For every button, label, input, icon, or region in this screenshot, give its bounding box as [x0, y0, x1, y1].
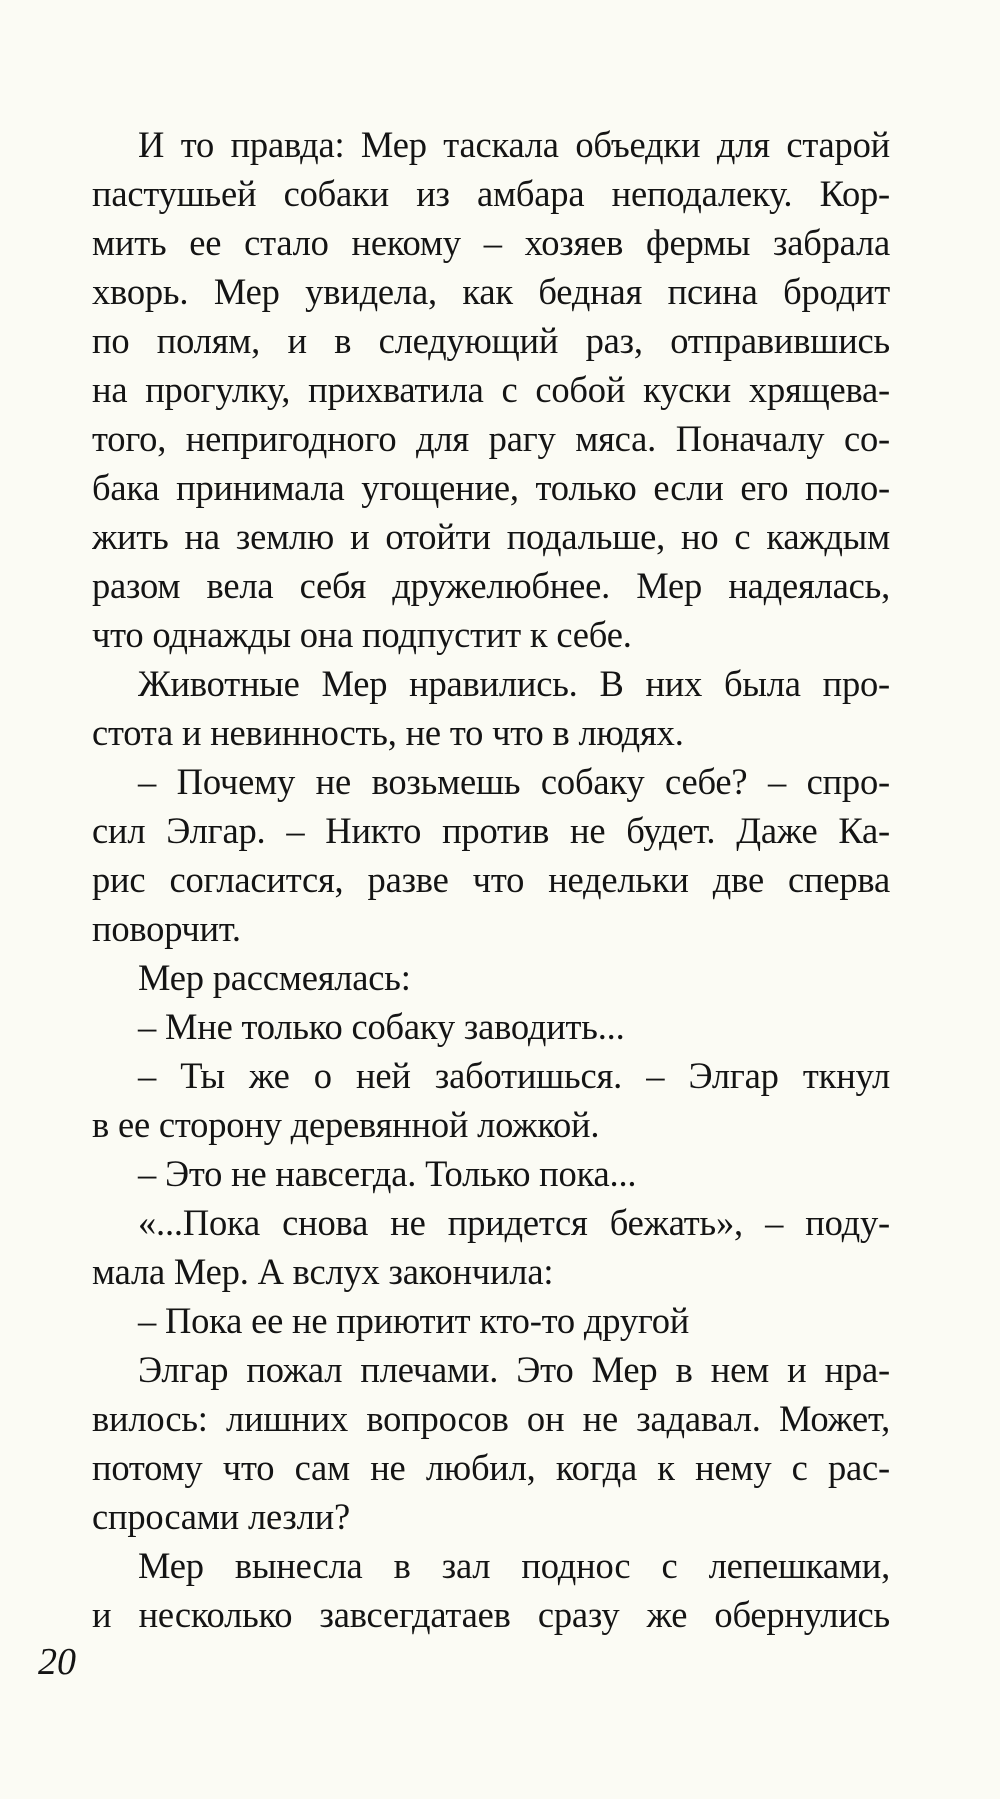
text-line: рис согласится, разве что недельки две сперва — [92, 859, 890, 900]
text-line: в ее сторону деревянной ложкой. — [92, 1104, 600, 1145]
text-line: Мер рассмеялась: — [138, 957, 411, 998]
text-line: того, непригодного для рагу мяса. Поначалу со- — [92, 418, 890, 459]
text-line: поворчит. — [92, 908, 241, 949]
text-line: стота и невинность, не то что в людях. — [92, 712, 684, 753]
text-line: – Мне только собаку заводить... — [138, 1006, 625, 1047]
body-text — [92, 120, 890, 1639]
text-line: – Почему не возьмешь собаку себе? – спро- — [138, 761, 890, 802]
text-line: мить ее стало некому – хозяев фермы забрала — [92, 222, 890, 263]
text-line: потому что сам не любил, когда к нему с рас- — [92, 1447, 890, 1488]
text-line: жить на землю и отойти подальше, но с каждым — [92, 516, 890, 557]
text-line: вилось: лишних вопросов он не задавал. Может, — [92, 1398, 890, 1439]
text-line: хворь. Мер увидела, как бедная псина бродит — [92, 271, 890, 312]
text-line: Животные Мер нравились. В них была про- — [138, 663, 890, 704]
text-line: и несколько завсегдатаев сразу же обернулись — [92, 1594, 890, 1635]
text-line: спросами лезли? — [92, 1496, 350, 1537]
text-line: – Пока ее не приютит кто-то другой — [138, 1300, 690, 1341]
text-line: мала Мер. А вслух закончила: — [92, 1251, 554, 1292]
text-line: Элгар пожал плечами. Это Мер в нем и нра- — [138, 1349, 890, 1390]
text-line: – Ты же о ней заботишься. – Элгар ткнул — [138, 1055, 890, 1096]
text-line: сил Элгар. – Никто против не будет. Даже Ка- — [92, 810, 890, 851]
text-line: что однажды она подпустит к себе. — [92, 614, 632, 655]
text-line: на прогулку, прихватила с собой куски хрящева- — [92, 369, 890, 410]
text-line: – Это не навсегда. Только пока... — [138, 1153, 637, 1194]
text-line: бака принимала угощение, только если его поло- — [92, 467, 890, 508]
text-line: Мер вынесла в зал поднос с лепешками, — [138, 1545, 890, 1586]
text-line: И то правда: Мер таскала объедки для старой — [138, 124, 890, 165]
text-line: по полям, и в следующий раз, отправившись — [92, 320, 890, 361]
page-number: 20 — [38, 1641, 76, 1683]
text-line: разом вела себя дружелюбнее. Мер надеялась, — [92, 565, 890, 606]
text-line: пастушьей собаки из амбара неподалеку. Кор- — [92, 173, 890, 214]
text-line: «...Пока снова не придется бежать», – поду- — [138, 1202, 890, 1243]
